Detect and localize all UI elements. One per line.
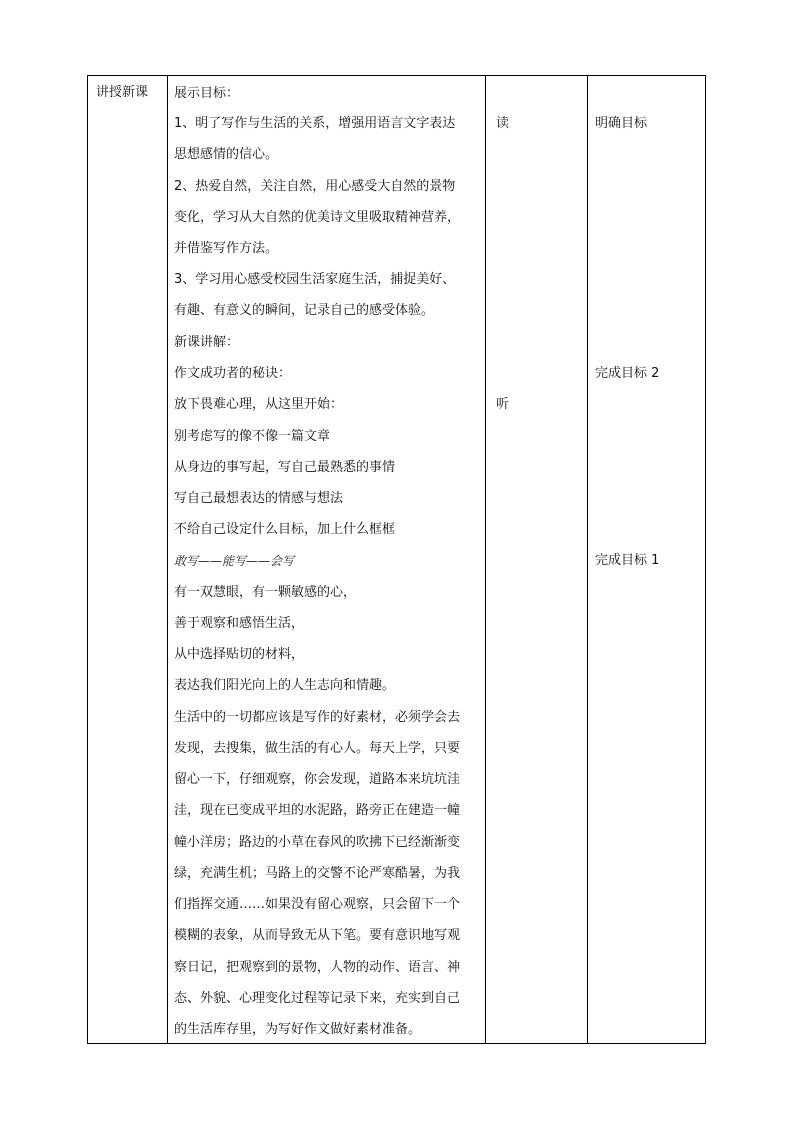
content-line: 们指挥交通……如果没有留心观察，只会留下一个 [174, 897, 461, 912]
content-line: 洼，现在已变成平坦的水泥路，路旁正在建造一幢 [174, 803, 461, 818]
content-line: 有趣、有意义的瞬间，记录自己的感受体验。 [174, 303, 435, 318]
student-activity-listen: 听 [496, 397, 510, 412]
content-line: 从身边的事写起，写自己最熟悉的事情 [174, 460, 396, 475]
content-line: 别考虑写的像不像一篇文章 [174, 429, 331, 444]
content-line: 发现，去搜集，做生活的有心人。每天上学，只要 [174, 741, 461, 756]
column-divider [587, 76, 588, 1043]
column-divider [485, 76, 486, 1043]
design-intent-goal: 明确目标 [595, 116, 648, 131]
section-label: 讲授新课 [96, 85, 149, 100]
lesson-plan-table [87, 75, 706, 1044]
content-line: 3、学习用心感受校园生活家庭生活，捕捉美好、 [174, 272, 456, 287]
content-line: 展示目标： [174, 86, 240, 101]
content-line: 不给自己设定什么目标，加上什么框框 [174, 522, 396, 537]
content-line: 思想感情的信心。 [174, 147, 279, 162]
content-line: 放下畏难心理，从这里开始： [174, 397, 344, 412]
content-line: 新课讲解： [174, 335, 240, 350]
column-divider [167, 76, 168, 1043]
content-line: 写自己最想表达的情感与想法 [174, 491, 344, 506]
content-line: 善于观察和感悟生活， [174, 616, 305, 631]
content-line: 1、明了写作与生活的关系，增强用语言文字表达 [174, 116, 456, 131]
content-line: 并借鉴写作方法。 [174, 241, 279, 256]
content-line: 察日记，把观察到的景物，人物的动作、语言、神 [174, 960, 461, 975]
content-line: 的生活库存里，为写好作文做好素材准备。 [174, 1022, 422, 1037]
content-line: 生活中的一切都应该是写作的好素材，必须学会去 [174, 710, 461, 725]
content-line: 态、外貌、心理变化过程等记录下来，充实到自己 [174, 991, 461, 1006]
content-line: 有一双慧眼，有一颗敏感的心， [174, 585, 357, 600]
content-line: 表达我们阳光向上的人生志向和情趣。 [174, 678, 396, 693]
design-intent-goal-2: 完成目标 2 [595, 366, 660, 381]
design-intent-goal-1: 完成目标 1 [595, 553, 660, 568]
content-line: 2、热爱自然，关注自然，用心感受大自然的景物 [174, 179, 456, 194]
content-line: 从中选择贴切的材料， [174, 647, 305, 662]
content-line: 变化，学习从大自然的优美诗文里吸取精神营养， [174, 210, 461, 225]
student-activity-read: 读 [496, 116, 510, 131]
content-line: 幢小洋房；路边的小草在春风的吹拂下已经渐渐变 [174, 835, 461, 850]
content-line: 作文成功者的秘诀： [174, 366, 292, 381]
content-line-emphasis: 敢写——能写——会写 [174, 554, 295, 568]
content-line: 模糊的表象，从而导致无从下笔。要有意识地写观 [174, 928, 461, 943]
content-line: 留心一下，仔细观察，你会发现，道路本来坑坑洼 [174, 772, 461, 787]
content-line: 绿，充满生机；马路上的交警不论严寒酷暑，为我 [174, 866, 461, 881]
